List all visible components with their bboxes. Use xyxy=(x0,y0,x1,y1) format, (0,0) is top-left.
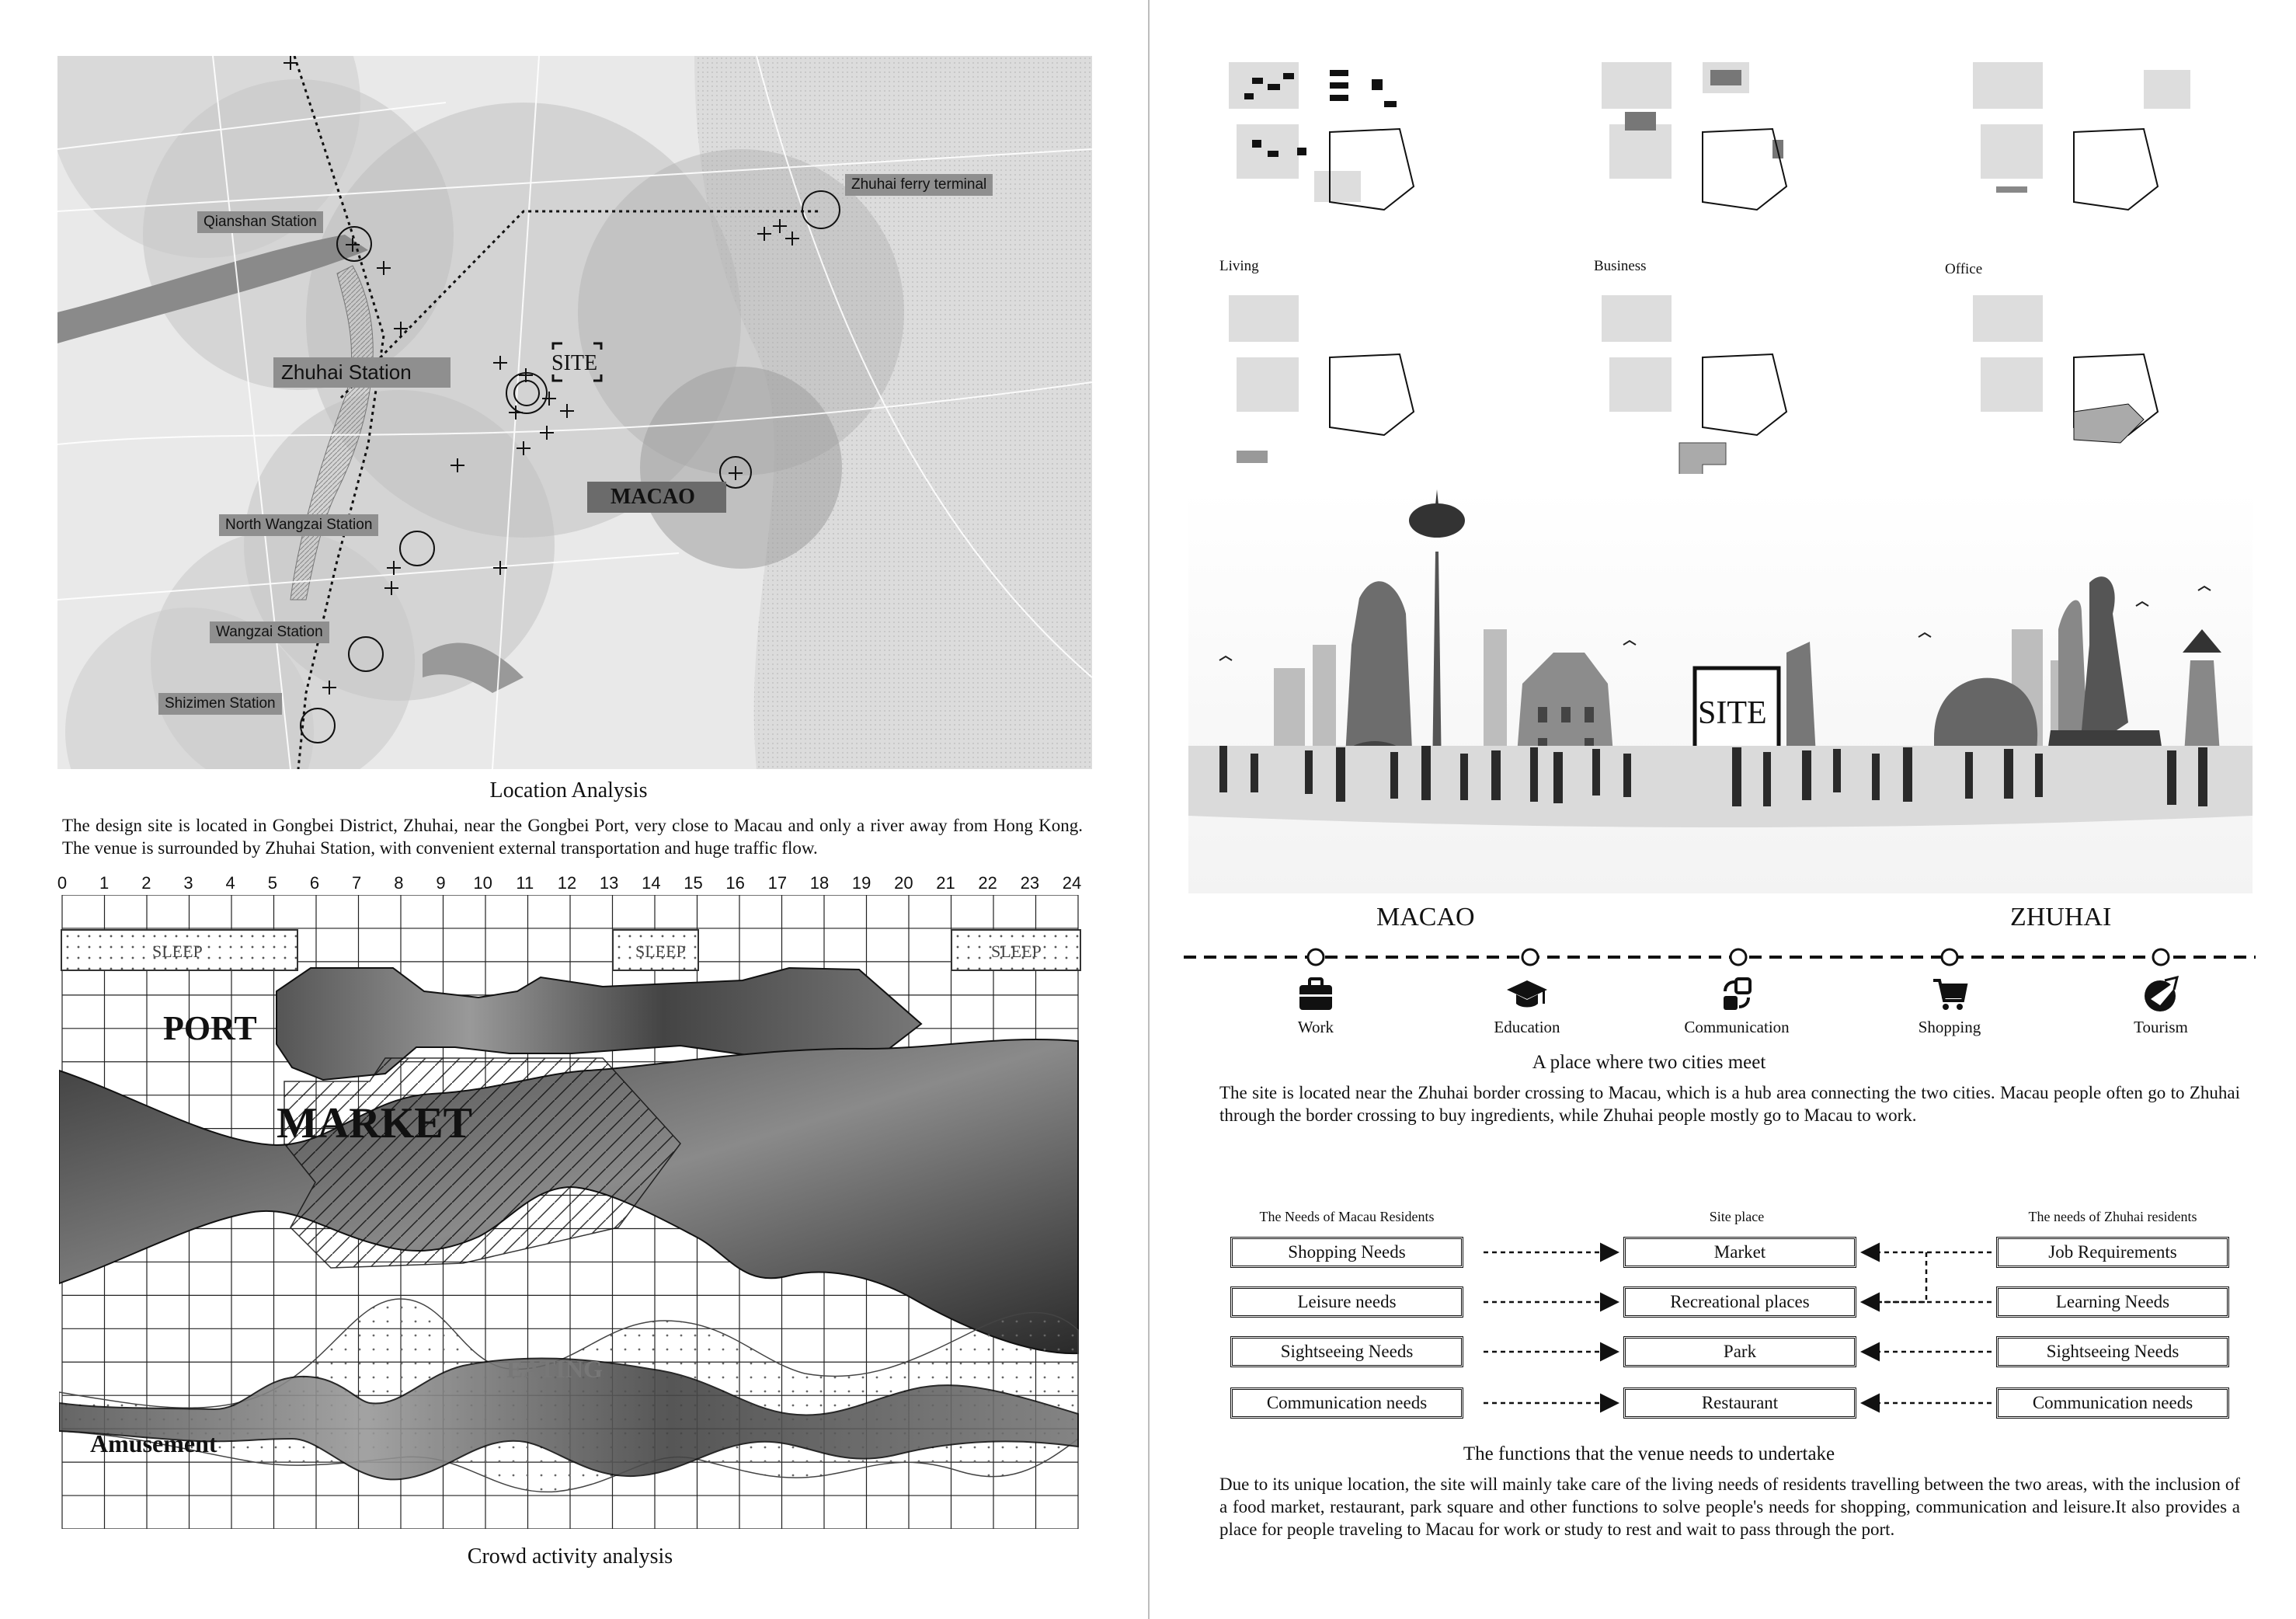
hour-tick-3: 3 xyxy=(183,873,193,893)
qianshan-station-label: Qianshan Station xyxy=(197,211,323,233)
macao-city-label: MACAO xyxy=(1376,903,1475,931)
hour-tick-2: 2 xyxy=(141,873,151,893)
hour-tick-4: 4 xyxy=(225,873,235,893)
thumb-label-office: Office xyxy=(1945,261,1983,277)
connection-timeline xyxy=(1184,948,2256,968)
hour-tick-9: 9 xyxy=(436,873,446,893)
crowd-activity-caption: Crowd activity analysis xyxy=(467,1544,673,1569)
location-map xyxy=(57,56,1092,769)
sleep-bar-noon: SLEEP xyxy=(612,929,699,971)
zhuhai-needs-header: The needs of Zhuhai residents xyxy=(2028,1209,2197,1224)
macau-need-box: Leisure needs xyxy=(1230,1286,1463,1318)
map-site-label: SITE xyxy=(551,351,598,375)
thumb-label-business: Business xyxy=(1594,258,1647,274)
graduation-cap-icon xyxy=(1505,976,1549,1013)
ferry-terminal-label: Zhuhai ferry terminal xyxy=(845,174,993,196)
needs-arrows xyxy=(1460,1232,2004,1434)
eating-label: EATING xyxy=(506,1355,603,1383)
macau-need-box: Shopping Needs xyxy=(1230,1237,1463,1268)
macau-need-box: Communication needs xyxy=(1230,1387,1463,1419)
hour-tick-17: 17 xyxy=(767,873,788,893)
map-graphic xyxy=(57,56,1092,769)
zhuhai-need-box: Learning Needs xyxy=(1996,1286,2229,1318)
hour-tick-10: 10 xyxy=(473,873,492,893)
hour-tick-14: 14 xyxy=(642,873,661,893)
site-need-box: Market xyxy=(1623,1237,1856,1268)
functions-caption: The functions that the venue needs to undertake xyxy=(1463,1443,1835,1464)
two-cities-text: The site is located near the Zhuhai border crossing to Macau, which is a hub area connecting the two cities. Macau people often go to Zhuhai through the border crossing to buy ingredients, while Zhuhai people mostly go to Macau to work. xyxy=(1219,1083,2240,1125)
hour-tick-7: 7 xyxy=(352,873,362,893)
thumb-port-of-entry xyxy=(1594,287,1850,474)
hour-tick-8: 8 xyxy=(394,873,404,893)
thumb-park xyxy=(1965,287,2221,474)
hour-tick-1: 1 xyxy=(99,873,110,893)
location-analysis-caption: Location Analysis xyxy=(489,778,648,803)
hour-tick-5: 5 xyxy=(267,873,277,893)
icon-shopping xyxy=(1887,976,2012,1037)
functions-text: Due to its unique location, the site will mainly take care of the living needs of residents travelling between the two areas, with the inclusion of a food market, restaurant, park square and other functions to solve people's needs for shopping, communication and leisure.It also provides a place for people traveling to Macau for work or study to rest and wait to pass through the port. xyxy=(1219,1475,2240,1539)
hour-tick-12: 12 xyxy=(557,873,577,893)
zhuhai-need-box: Sightseeing Needs xyxy=(1996,1336,2229,1367)
thumb-living xyxy=(1221,54,1477,241)
site-place-header: Site place xyxy=(1709,1209,1765,1224)
hour-tick-13: 13 xyxy=(599,873,619,893)
shopping-cart-icon xyxy=(1930,976,1969,1013)
hour-tick-15: 15 xyxy=(684,873,703,893)
icon-work xyxy=(1254,976,1378,1037)
site-need-box: Restaurant xyxy=(1623,1387,1856,1419)
icon-label-shopping: Shopping xyxy=(1918,1018,1981,1036)
icon-tourism xyxy=(2099,976,2223,1037)
hour-tick-20: 20 xyxy=(894,873,913,893)
zhuhai-need-box: Job Requirements xyxy=(1996,1237,2229,1268)
shizimen-station-label: Shizimen Station xyxy=(158,693,282,715)
thumb-municipalities xyxy=(1221,287,1477,474)
hour-tick-18: 18 xyxy=(809,873,830,893)
macao-map-label: MACAO xyxy=(587,482,726,513)
hour-tick-23: 23 xyxy=(1020,873,1040,893)
zhuhai-city-label: ZHUHAI xyxy=(2010,903,2112,931)
communication-icon xyxy=(1717,976,1756,1013)
icon-label-communication: Communication xyxy=(1684,1018,1790,1036)
icon-communication xyxy=(1675,976,1799,1037)
hour-tick-24: 24 xyxy=(1062,873,1082,893)
job-to-recreation-arrow xyxy=(1864,1252,1926,1302)
thumb-business xyxy=(1594,54,1850,241)
briefcase-icon xyxy=(1296,976,1335,1013)
zhuhai-station-label: Zhuhai Station xyxy=(273,357,451,388)
hour-tick-11: 11 xyxy=(516,873,534,893)
sleep-bar-night: SLEEP xyxy=(61,929,298,971)
amusement-label: Amusement xyxy=(90,1429,217,1457)
icon-education xyxy=(1465,976,1589,1037)
site-need-box: Park xyxy=(1623,1336,1856,1367)
port-label: PORT xyxy=(163,1009,257,1047)
market-label: MARKET xyxy=(277,1099,472,1147)
location-analysis-text: The design site is located in Gongbei District, Zhuhai, near the Gongbei Port, very close to Macau and only a river away from Hong Kong. The venue is surrounded by Zhuhai Station, with convenient external transportation and huge traffic flow. xyxy=(62,816,1083,858)
hour-tick-19: 19 xyxy=(851,873,871,893)
hour-tick-21: 21 xyxy=(936,873,955,893)
hour-tick-6: 6 xyxy=(309,873,320,893)
collage-site-label: SITE xyxy=(1698,695,1767,731)
thumb-label-living: Living xyxy=(1219,258,1259,274)
macau-needs-header: The Needs of Macau Residents xyxy=(1259,1209,1435,1224)
two-cities-caption: A place where two cities meet xyxy=(1532,1052,1766,1073)
plane-globe-icon xyxy=(2141,976,2180,1013)
icon-label-education: Education xyxy=(1494,1018,1560,1036)
wangzai-station-label: Wangzai Station xyxy=(210,621,329,643)
icon-label-tourism: Tourism xyxy=(2134,1018,2188,1036)
hour-tick-0: 0 xyxy=(57,873,68,893)
page-divider xyxy=(1148,0,1150,1619)
hour-tick-16: 16 xyxy=(725,873,745,893)
north-wangzai-station-label: North Wangzai Station xyxy=(219,514,378,536)
hour-tick-22: 22 xyxy=(978,873,997,893)
city-collage xyxy=(1188,489,2253,893)
site-need-box: Recreational places xyxy=(1623,1286,1856,1318)
crowd-chart xyxy=(59,895,1081,1529)
icon-label-work: Work xyxy=(1297,1018,1334,1036)
thumb-office xyxy=(1965,54,2221,241)
macau-need-box: Sightseeing Needs xyxy=(1230,1336,1463,1367)
zhuhai-need-box: Communication needs xyxy=(1996,1387,2229,1419)
sleep-bar-late: SLEEP xyxy=(951,929,1081,971)
